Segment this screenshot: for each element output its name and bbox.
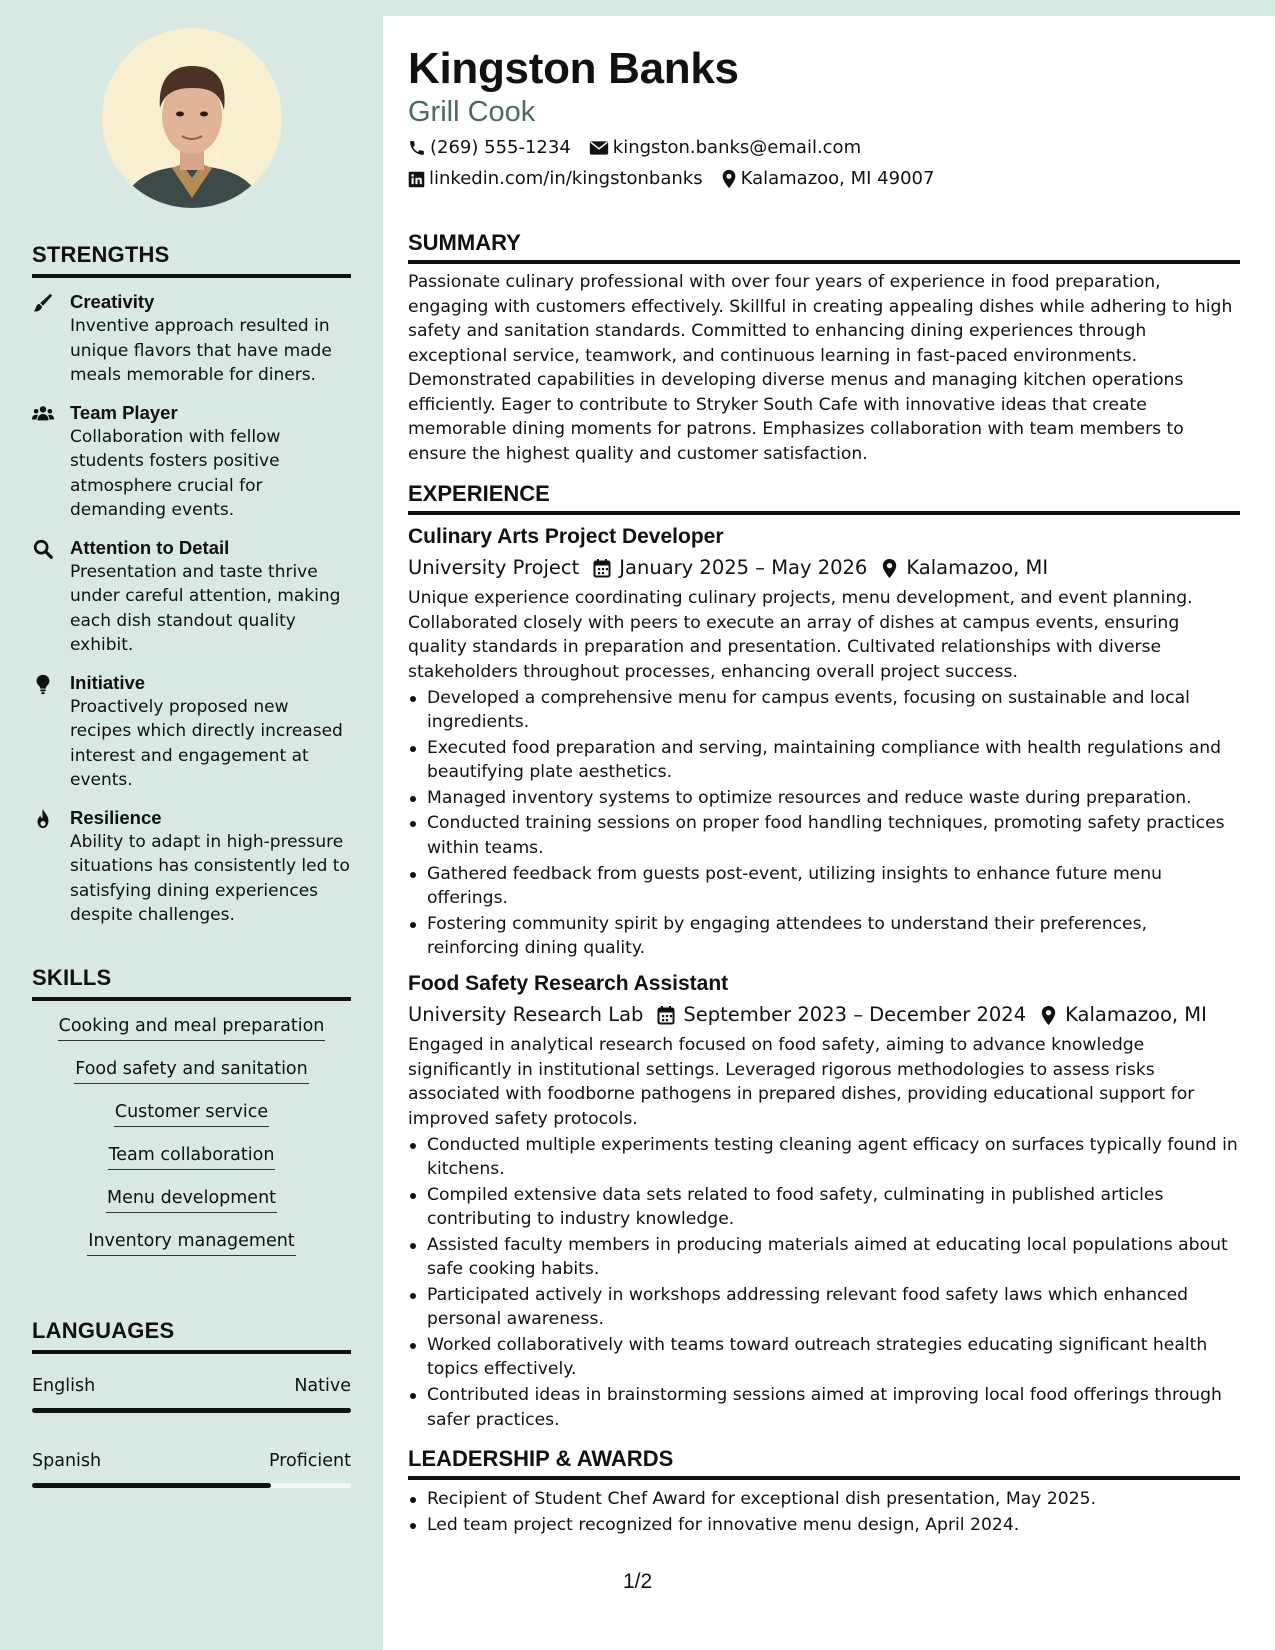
skill-label: Menu development	[106, 1185, 277, 1213]
job-bullet: Executed food preparation and serving, maintaining compliance with health regulations and beautifying plate aesthetics.	[408, 736, 1240, 785]
languages-section	[32, 1318, 351, 1488]
skill-label: Team collaboration	[108, 1142, 276, 1170]
linkedin-icon	[408, 171, 425, 188]
job-bullet: Contributed ideas in brainstorming sessions aimed at improving local food offerings through safer practices.	[408, 1383, 1240, 1432]
summary-text: Passionate culinary professional with over four years of experience in food preparation, engaging with customers effectively. Skillful in creating appealing dishes while adhering to high safety and sanitation standards. Committed to enhancing dining experiences through exceptional service, teamwork, and continuous learning in fast-paced environments. Demonstrated capabilities in developing diverse menus and managing kitchen operations efficiently. Eager to contribute to Stryker South Cafe with innovative ideas that create memorable dining moments for patrons. Emphasizes collaboration with team members to ensure the highest quality and customer satisfaction.	[408, 272, 1233, 464]
phone-text: (269) 555-1234	[430, 137, 571, 158]
job-bullet: Gathered feedback from guests post-event, utilizing insights to enhance future menu offerings.	[408, 862, 1240, 911]
flame-icon	[32, 808, 54, 830]
strength-title: Creativity	[70, 291, 155, 312]
job-bullet: Conducted training sessions on proper food handling techniques, promoting safety practices within teams.	[408, 811, 1240, 860]
map-pin-icon	[1040, 1005, 1057, 1026]
job-org: University Project	[408, 556, 580, 579]
strength-item	[32, 401, 351, 523]
main-content	[408, 44, 1240, 1537]
page-number: 1/2	[623, 1570, 653, 1593]
strength-item	[32, 536, 351, 658]
job-dates: September 2023 – December 2024	[683, 1003, 1027, 1027]
strength-desc: Ability to adapt in high-pressure situations has consistently led to satisfying dining experiences despite challenges.	[70, 831, 350, 925]
skill-label: Customer service	[114, 1099, 269, 1127]
contact-row	[408, 167, 1240, 191]
job-bullet: Participated actively in workshops addressing relevant food safety laws which enhanced personal awareness.	[408, 1283, 1240, 1332]
strength-title: Initiative	[70, 671, 146, 693]
skills-section	[32, 965, 351, 1271]
job-bullet: Assisted faculty members in producing materials aimed at educating local populations about safe cooking habits.	[408, 1233, 1240, 1282]
job-bullet: Developed a comprehensive menu for campus events, focusing on sustainable and local ingredients.	[408, 686, 1240, 735]
users-icon	[32, 403, 54, 425]
skill-item	[32, 1099, 351, 1127]
brush-icon	[32, 292, 54, 314]
email-contact[interactable]	[589, 136, 861, 160]
strength-item	[32, 671, 351, 793]
strength-desc: Collaboration with fellow students fosters positive atmosphere crucial for demanding events.	[70, 426, 281, 520]
job-bullet: Worked collaboratively with teams toward outreach strategies educating significant health topics effectively.	[408, 1333, 1240, 1382]
experience-heading: EXPERIENCE	[408, 481, 1240, 515]
job-title: Culinary Arts Project Developer	[408, 525, 724, 548]
linkedin-text: linkedin.com/in/kingstonbanks	[429, 168, 703, 189]
skill-item	[32, 1056, 351, 1084]
language-bar-fill	[32, 1408, 351, 1413]
email-text: kingston.banks@email.com	[612, 137, 862, 158]
job-bullets	[408, 686, 1240, 961]
phone-icon	[408, 139, 426, 157]
strength-title: Team Player	[70, 401, 178, 423]
language-bar	[32, 1483, 351, 1488]
language-item	[32, 1451, 351, 1488]
job-org: University Research Lab	[408, 1003, 644, 1027]
strength-item	[32, 290, 351, 388]
strength-desc: Presentation and taste thrive under careful attention, making each dish standout quality exhibit.	[70, 561, 341, 655]
language-bar-fill	[32, 1483, 271, 1488]
job-title: Food Safety Research Assistant	[408, 972, 729, 996]
job-location: Kalamazoo, MI	[1065, 1003, 1207, 1027]
job-bullet: Managed inventory systems to optimize resources and reduce waste during preparation.	[408, 786, 1240, 810]
map-pin-icon	[721, 169, 737, 189]
skill-item	[32, 1185, 351, 1213]
location-contact	[721, 167, 935, 191]
strength-desc: Proactively proposed new recipes which directly increased interest and engagement at events.	[70, 696, 343, 790]
skill-label: Food safety and sanitation	[74, 1056, 308, 1084]
job-bullet: Fostering community spirit by engaging attendees to understand their preferences, reinforcing dining quality.	[408, 912, 1240, 961]
job-description: Engaged in analytical research focused on food safety, aiming to advance knowledge significantly in institutional settings. Leveraged rigorous methodologies to assess risks associated with foodborne pathogens in prepared dishes, providing educational support for improved safety protocols.	[408, 1035, 1195, 1129]
job-bullets	[408, 1133, 1240, 1432]
profile-photo	[102, 28, 282, 208]
language-name: Spanish	[32, 1451, 102, 1471]
calendar-icon	[657, 1005, 675, 1025]
job-location: Kalamazoo, MI	[906, 556, 1049, 579]
strengths-heading: STRENGTHS	[32, 242, 351, 278]
job-bullet: Conducted multiple experiments testing cleaning agent efficacy on surfaces typically found in kitchens.	[408, 1133, 1240, 1182]
awards-section	[408, 1446, 1240, 1537]
summary-section	[408, 230, 1240, 466]
skill-label: Inventory management	[87, 1228, 295, 1256]
summary-heading: SUMMARY	[408, 230, 1240, 264]
language-name: English	[32, 1376, 96, 1396]
job-entry	[408, 523, 1240, 960]
search-icon	[32, 538, 54, 560]
language-level: Proficient	[269, 1451, 351, 1471]
strength-title: Resilience	[70, 806, 162, 828]
strength-item	[32, 806, 351, 928]
language-item	[32, 1376, 351, 1413]
job-description: Unique experience coordinating culinary projects, menu development, and event planning. Collaborated closely with peers to execute an array of dishes at campus events, ensuring quality standards in preparation and presentation. Cultivated relationships with diverse stakeholders throughout processes, enhancing overall project success.	[408, 588, 1193, 682]
map-pin-icon	[881, 558, 898, 579]
skills-heading: SKILLS	[32, 965, 351, 1001]
job-dates: January 2025 – May 2026	[619, 556, 868, 579]
skill-item	[32, 1228, 351, 1256]
strengths-section	[32, 242, 351, 928]
skill-item	[32, 1013, 351, 1041]
language-level: Native	[294, 1376, 351, 1396]
contact-row	[408, 136, 1240, 160]
candidate-name: Kingston Banks	[408, 44, 739, 93]
skill-item	[32, 1142, 351, 1170]
job-meta	[408, 1001, 1240, 1029]
location-text: Kalamazoo, MI 49007	[740, 168, 935, 189]
awards-heading: LEADERSHIP & AWARDS	[408, 1446, 1240, 1480]
award-item: Recipient of Student Chef Award for exceptional dish presentation, May 2025.	[408, 1487, 1240, 1511]
language-bar	[32, 1408, 351, 1413]
strength-title: Attention to Detail	[70, 536, 230, 558]
strength-desc: Inventive approach resulted in unique flavors that have made meals memorable for diners.	[70, 316, 332, 385]
job-meta	[408, 554, 1240, 582]
envelope-icon	[589, 140, 609, 156]
calendar-icon	[593, 558, 611, 578]
experience-section	[408, 481, 1240, 1432]
candidate-role: Grill Cook	[408, 96, 536, 128]
job-entry	[408, 970, 1240, 1432]
header-strip	[383, 0, 1275, 16]
phone-contact[interactable]	[408, 136, 571, 160]
award-item: Led team project recognized for innovative menu design, April 2024.	[408, 1513, 1240, 1537]
languages-heading: LANGUAGES	[32, 1318, 351, 1354]
job-bullet: Compiled extensive data sets related to food safety, culminating in published articles contributing to industry knowledge.	[408, 1183, 1240, 1232]
awards-list	[408, 1487, 1240, 1537]
skill-label: Cooking and meal preparation	[58, 1013, 326, 1041]
skills-list	[32, 1013, 351, 1256]
linkedin-contact[interactable]	[408, 167, 703, 191]
lightbulb-icon	[32, 673, 54, 695]
